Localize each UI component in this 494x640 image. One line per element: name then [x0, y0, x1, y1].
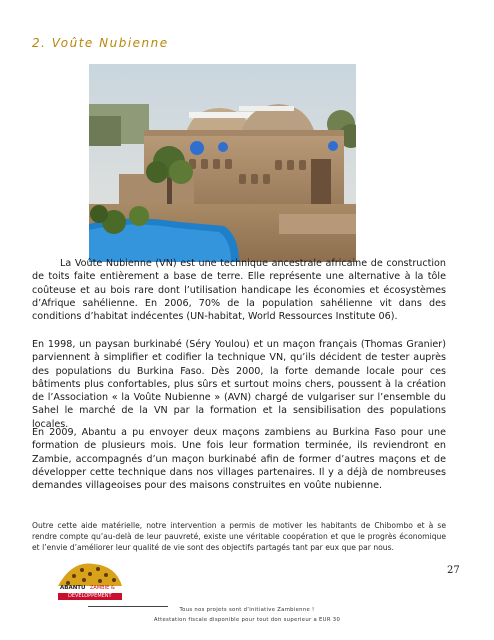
nubian-vault-house-photo	[89, 64, 356, 262]
logo-name: ABANTU	[60, 585, 86, 591]
paragraph-abantu: En 2009, Abantu a pu envoyer deux maçons zambiens au Burkina Faso pour une formation de plusieurs mois. Une fois leur formation terminée, ils reviendront en Zambie, accompagnés d’un maçon burkinabé afin de former d’autres maçons et de développer cette technique dans nos villages partenaires. Il y a déjà de nombreuses demandes villageoises pour des maisons construites en voûte nubienne.	[32, 427, 446, 492]
logo-subtitle: ZAMBIE &	[90, 585, 115, 591]
paragraph-intro: La Voûte Nubienne (VN) est une technique ancestrale africaine de construction de toits faite entièrement a base de terre. Elle représente une alternative à la tôle coûteuse et au bois rare dont l’utilisation handicape les économies et écosystèmes d’Afrique sahélienne. En 2006, 70% de la population sahélienne vit dans des conditions d’habitat indécentes (UN-habitat, World Ressources Institute 06).	[32, 258, 446, 323]
logo-tagline: DEVELOPPEMENT	[68, 593, 112, 599]
abantu-logo	[54, 556, 126, 602]
paragraph-history: En 1998, un paysan burkinabé (Séry Youlou) et un maçon français (Thomas Granier) parviennent à simplifier et codifier la technique VN, qu’ils décident de tester auprès des populations du Burkina Faso. Dès 2000, la forte demande locale pour ces bâtiments plus confortables, plus sûrs et surtout moins chers, poussent à la création de l’Association « la Voûte Nubienne » (AVN) chargé de vulgariser sur l’ensemble du Sahel le marché de la VN par la formation et la sensibilisation des populations locales.	[32, 339, 446, 430]
footer-line-1: Tous nos projets sont d’initiative Zambienne !	[179, 607, 315, 613]
paragraph-conclusion: Outre cette aide matérielle, notre intervention a permis de motiver les habitants de Chibombo et à se rendre compte qu’au-delà de leur pauvreté, existe une véritable coopération et que le progrès économique et l’envie d’améliorer leur qualité de vie sont des objectifs partagés tant par eux que par nous.	[32, 521, 446, 553]
footer-line-2: Attestation fiscale disponible pour tout don superieur a EUR 30	[153, 617, 341, 623]
section-heading: 2. Voûte Nubienne	[32, 36, 169, 50]
page-number: 27	[447, 565, 460, 576]
